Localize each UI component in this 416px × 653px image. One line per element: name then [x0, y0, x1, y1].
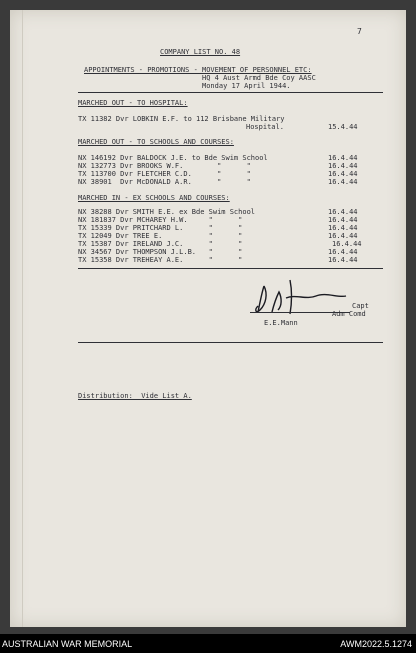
- schools-in-date: 16.4.44: [328, 224, 358, 232]
- hospital-date: 15.4.44: [328, 123, 358, 131]
- schools-out-row: NX 146192 Dvr BALDOCK J.E. to Bde Swim School: [78, 154, 268, 162]
- hospital-line: Hospital.: [246, 123, 284, 131]
- archive-footer: [0, 634, 416, 653]
- schools-in-row: NX 34567 Dvr THOMPSON J.L.B. " ": [78, 248, 243, 256]
- schools-in-date: 16.4.44: [328, 216, 358, 224]
- schools-in-row: NX 181837 Dvr MCHAREY H.W. " ": [78, 216, 243, 224]
- document-heading: APPOINTMENTS - PROMOTIONS - MOVEMENT OF PERSONNEL ETC:: [84, 66, 312, 74]
- bottom-rule: [78, 342, 383, 343]
- signatory-rank: Capt: [352, 302, 369, 310]
- document-page: [10, 10, 406, 627]
- schools-in-date: 16.4.44: [332, 240, 362, 248]
- schools-in-row: TX 15387 Dvr IRELAND J.C. " ": [78, 240, 243, 248]
- schools-in-date: 16.4.44: [328, 232, 358, 240]
- schools-out-date: 16.4.44: [328, 178, 358, 186]
- schools-in-heading: MARCHED IN - EX SCHOOLS AND COURSES:: [78, 194, 230, 202]
- hospital-line: TX 11382 Dvr LOBKIN E.F. to 112 Brisbane Military: [78, 115, 285, 123]
- schools-in-row: NX 38288 Dvr SMITH E.E. ex Bde Swim School: [78, 208, 256, 216]
- schools-out-row: TX 113700 Dvr FLETCHER C.D. " ": [78, 170, 251, 178]
- footer-accession-number: AWM2022.5.1274: [340, 639, 412, 649]
- schools-in-date: 16.4.44: [328, 248, 358, 256]
- schools-in-date: 16.4.44: [328, 256, 358, 264]
- schools-out-row: NX 38901 Dvr McDONALD A.R. " ": [78, 178, 251, 186]
- schools-in-date: 16.4.44: [328, 208, 358, 216]
- signatory-appointment: Adm Comd: [332, 310, 366, 318]
- page-fold-edge: [14, 10, 23, 627]
- schools-out-row: NX 132773 Dvr BROOKS W.F. " ": [78, 162, 251, 170]
- unit-name: HQ 4 Aust Armd Bde Coy AASC: [202, 74, 316, 82]
- schools-out-heading: MARCHED OUT - TO SCHOOLS AND COURSES:: [78, 138, 234, 146]
- schools-out-date: 16.4.44: [328, 154, 358, 162]
- hospital-heading: MARCHED OUT - TO HOSPITAL:: [78, 99, 188, 107]
- signatory-name: E.E.Mann: [264, 319, 298, 327]
- schools-in-row: TX 12049 Dvr TREE E. " ": [78, 232, 243, 240]
- schools-in-row: TX 15339 Dvr PRITCHARD L. " ": [78, 224, 243, 232]
- document-date: Monday 17 April 1944.: [202, 82, 291, 90]
- header-rule: [78, 92, 383, 93]
- page-mark: 7: [357, 27, 362, 36]
- document-title: COMPANY LIST NO. 48: [160, 48, 241, 56]
- footer-institution: AUSTRALIAN WAR MEMORIAL: [2, 639, 133, 649]
- distribution-note: Distribution: Vide List A.: [78, 392, 192, 400]
- section-rule: [78, 268, 383, 269]
- schools-out-date: 16.4.44: [328, 162, 358, 170]
- schools-out-date: 16.4.44: [328, 170, 358, 178]
- schools-in-row: TX 15358 Dvr TREHEAY A.E. " ": [78, 256, 243, 264]
